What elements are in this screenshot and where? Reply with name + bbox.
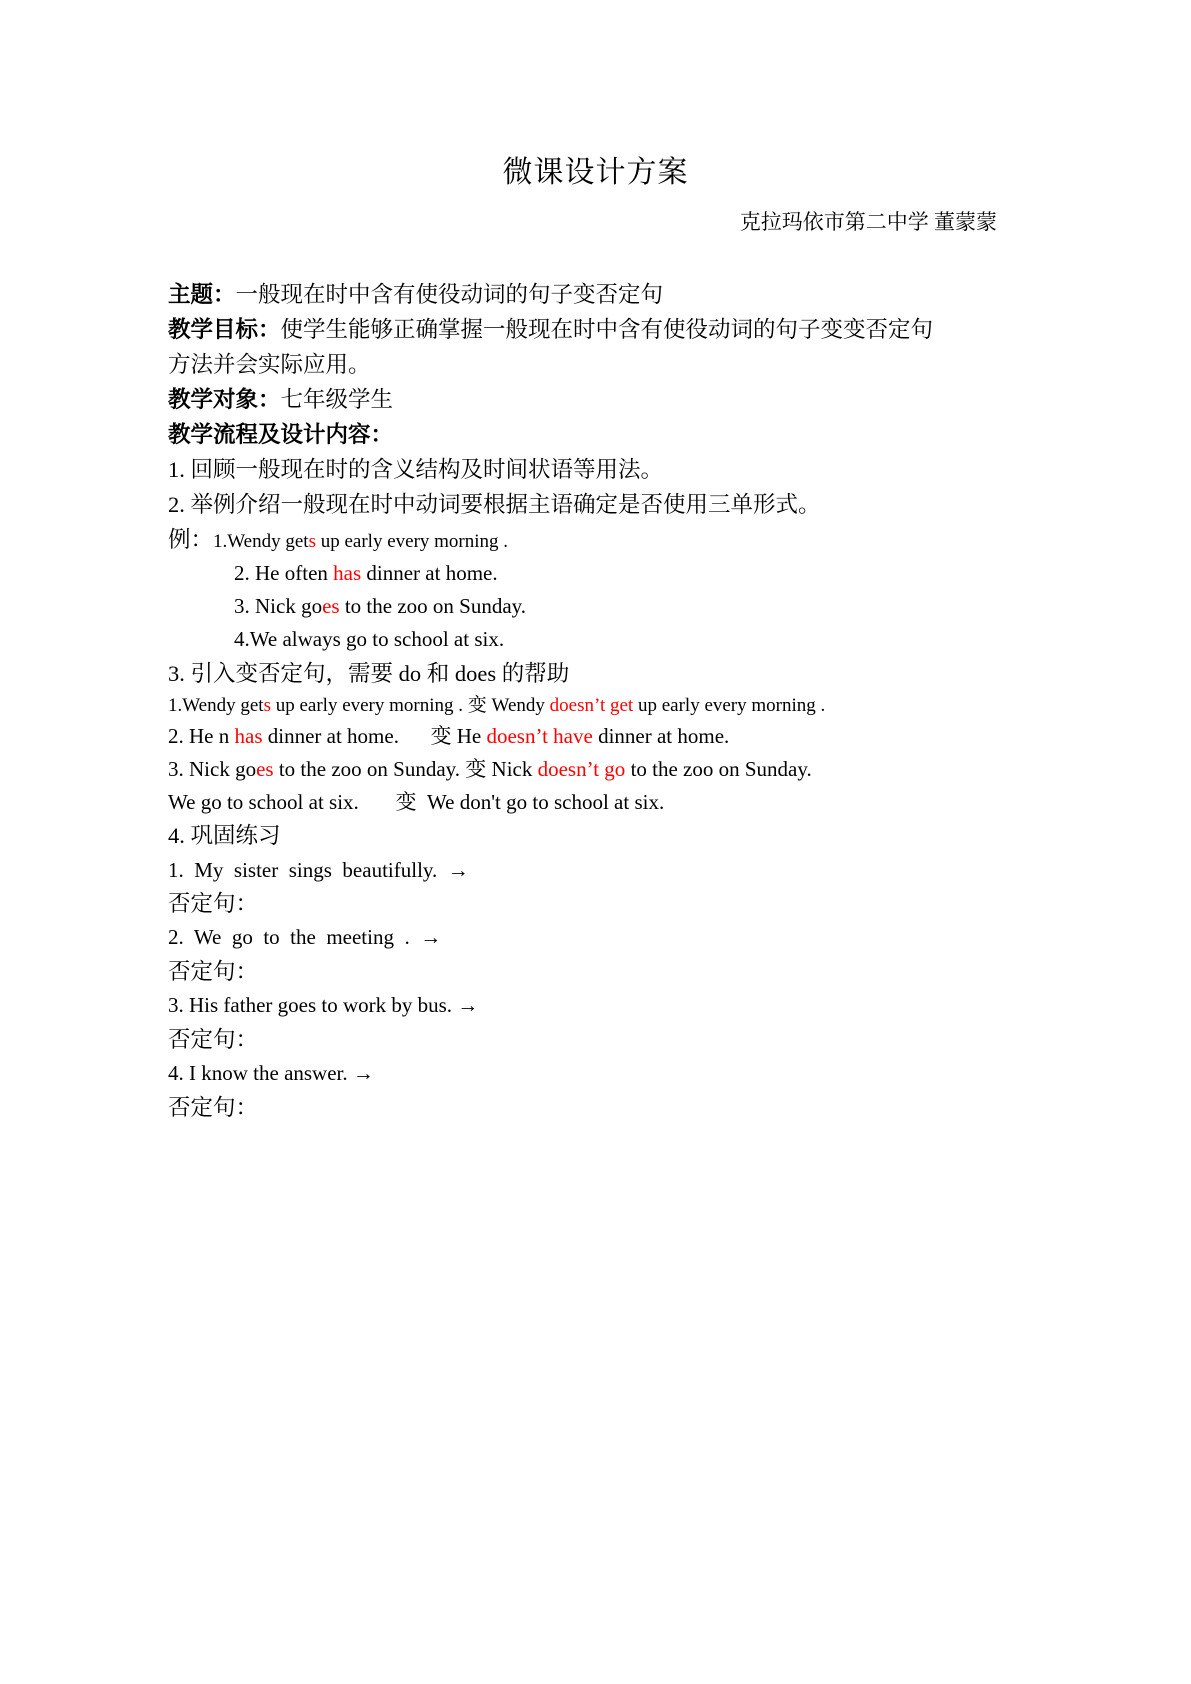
transformation-2-target-pre: He bbox=[451, 724, 487, 749]
goal-line bbox=[168, 312, 1023, 347]
transformation-3-source-pre: Nick go bbox=[189, 756, 257, 781]
step-3: 3. 引入变否定句，需要 do 和 does 的帮助 bbox=[168, 660, 570, 686]
example-3-num: 3. bbox=[234, 594, 255, 618]
example-3 bbox=[168, 590, 1023, 623]
topic-value: 一般现在时中含有使役动词的句子变否定句 bbox=[235, 281, 664, 307]
byline-author: 克拉玛依市第二中学 董蒙蒙 bbox=[739, 210, 997, 234]
example-intro-line bbox=[168, 522, 1023, 557]
transformation-2-source-post: dinner at home. bbox=[262, 724, 431, 749]
transformation-4-source-pre: We go to school at six. bbox=[168, 789, 396, 814]
transformation-1-source-pre: Wendy get bbox=[182, 694, 264, 716]
practice-answer-label-4: 否定句： bbox=[168, 1094, 259, 1120]
transformation-2-source-pre: He n bbox=[189, 724, 235, 749]
example-2-post: dinner at home. bbox=[361, 561, 498, 586]
step-1: 1. 回顾一般现在时的含义结构及时间状语等用法。 bbox=[168, 456, 664, 482]
example-3-post: to the zoo on Sunday. bbox=[339, 594, 527, 618]
example-label: 例： bbox=[168, 527, 214, 553]
transformation-2-source-highlight: has bbox=[234, 724, 263, 749]
transformation-1-target-post: up early every morning . bbox=[633, 694, 826, 716]
goal-label: 教学目标： bbox=[168, 316, 281, 342]
example-3-highlight: es bbox=[322, 594, 340, 618]
transformation-4 bbox=[168, 786, 1023, 819]
transformation-3-source-highlight: es bbox=[256, 756, 274, 781]
transformation-1 bbox=[168, 691, 1023, 721]
step-2: 2. 举例介绍一般现在时中动词要根据主语确定是否使用三单形式。 bbox=[168, 492, 821, 518]
page-title: 微课设计方案 bbox=[502, 156, 689, 189]
example-4 bbox=[168, 623, 1023, 656]
topic-label: 主题： bbox=[168, 281, 236, 307]
practice-question-4: 4. I know the answer. → bbox=[168, 1061, 374, 1086]
example-4-num: 4. bbox=[234, 626, 250, 651]
transformation-3-target-post: to the zoo on Sunday. bbox=[625, 756, 812, 781]
practice-question-1: 1. My sister sings beautifully. → bbox=[168, 857, 469, 882]
practice-answer-label-3: 否定句： bbox=[168, 1027, 259, 1052]
example-2-highlight: has bbox=[333, 561, 362, 586]
practice-question-2: 2. We go to the meeting . → bbox=[168, 925, 442, 950]
transformation-1-source-post: up early every morning . bbox=[270, 694, 468, 716]
example-1-num: 1. bbox=[213, 531, 228, 553]
transformation-3-source-post: to the zoo on Sunday. bbox=[273, 756, 466, 781]
transformation-3-target-highlight: doesn’t go bbox=[537, 756, 626, 781]
practice-question-3: 3. His father goes to work by bus. → bbox=[168, 993, 479, 1018]
flow-label: 教学流程及设计内容： bbox=[168, 421, 394, 447]
topic-line bbox=[168, 277, 1023, 312]
audience-line bbox=[168, 382, 1023, 417]
practice-answer-label-2: 否定句： bbox=[168, 959, 259, 985]
audience-value: 七年级学生 bbox=[280, 386, 394, 412]
transformation-2-arrow: 变 bbox=[430, 724, 452, 749]
example-1-highlight: s bbox=[308, 531, 316, 553]
goal-line-continued: 方法并会实际应用。 bbox=[168, 351, 371, 377]
document-body bbox=[168, 277, 1023, 1125]
transformation-3-arrow: 变 bbox=[465, 756, 487, 781]
transformation-1-arrow: 变 bbox=[467, 694, 487, 716]
transformation-2-target-highlight: doesn’t have bbox=[486, 724, 593, 749]
example-4-pre: We always go to school at six. bbox=[249, 626, 505, 651]
example-1-pre: Wendy get bbox=[227, 531, 309, 553]
transformation-3-target-pre: Nick bbox=[486, 756, 538, 781]
transformation-1-target-pre: Wendy bbox=[486, 694, 550, 716]
transformation-2-target-post: dinner at home. bbox=[592, 724, 730, 749]
practice-answer-label-1: 否定句： bbox=[168, 891, 259, 917]
example-2 bbox=[168, 557, 1023, 590]
audience-label: 教学对象： bbox=[168, 386, 281, 412]
example-3-pre: Nick go bbox=[255, 594, 323, 618]
transformation-3 bbox=[168, 753, 1023, 786]
example-2-num: 2. bbox=[234, 561, 255, 586]
transformation-2-num: 2. bbox=[168, 724, 189, 749]
example-2-pre: He often bbox=[255, 561, 334, 586]
flow-heading bbox=[168, 417, 1023, 452]
transformation-1-source-highlight: s bbox=[263, 694, 271, 716]
transformation-1-num: 1. bbox=[168, 694, 183, 716]
goal-value: 使学生能够正确掌握一般现在时中含有使役动词的句子变变否定句 bbox=[280, 316, 934, 342]
transformation-3-num: 3. bbox=[168, 756, 189, 781]
step-4: 4. 巩固练习 bbox=[168, 823, 281, 849]
example-1-post: up early every morning . bbox=[315, 531, 509, 553]
transformation-4-arrow: 变 bbox=[395, 789, 417, 814]
transformation-1-target-highlight: doesn’t get bbox=[549, 694, 634, 716]
transformation-4-target-pre: We don't go to school at six. bbox=[416, 789, 665, 814]
transformation-2 bbox=[168, 720, 1023, 753]
